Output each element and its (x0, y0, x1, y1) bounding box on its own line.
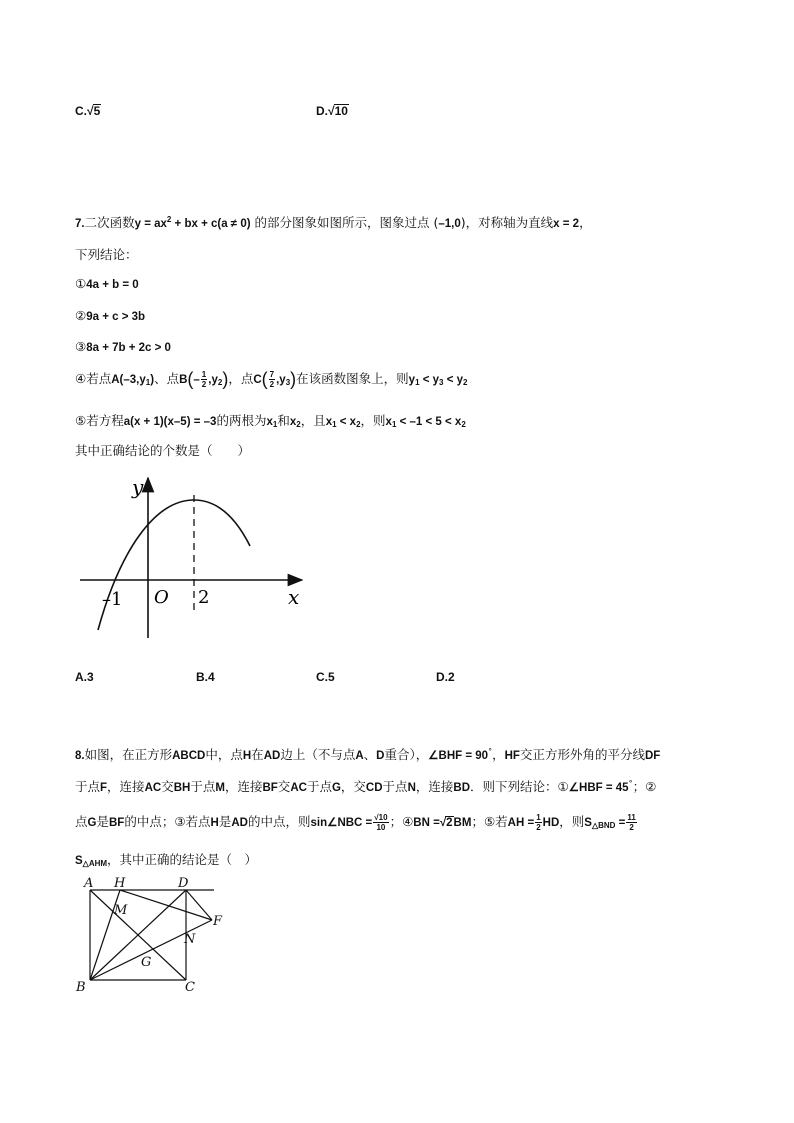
segment-hf (120, 890, 212, 920)
q6-option-d: D.√10 (316, 104, 348, 118)
two-label: 2 (198, 587, 210, 608)
q7-option-a: A.3 (75, 670, 94, 684)
q7-conclusion-1: ①4a + b = 0 (75, 276, 139, 291)
sqrt-symbol: √5 (87, 104, 101, 118)
q8-line-4: $S_{\triangle AHM}$，其中正确的结论是（ ） (75, 852, 258, 868)
q8-line-2: 于点F，连接AC交BH于点M，连接BF交AC于点G，交CD于点N，连接BD．则下列结论：①∠HBF = 45°；② (75, 779, 657, 794)
q7-conclusion-5: ⑤若方程a(x + 1)(x–5) = –3的两根为$x_1$和$x_2$，且$x_1 < x_2$，则$x_1 < -1 < 5 < x_2$ (75, 413, 466, 429)
origin-label: O (154, 587, 169, 608)
q7-conclusion-4: ④若点$A(-3,y_1)$、点B(– $\frac{1}{2}$ $,y_2$)，点C( $\frac{7}{2}$ $,y_3$)在该函数图象上，则$y_1 < y_3 < y_2$ (75, 369, 468, 390)
sqrt-symbol: √10 (328, 104, 348, 118)
point-a-label: A (84, 876, 94, 891)
q7-option-d: D.2 (436, 670, 455, 684)
point-c-label: C (185, 980, 195, 995)
q6-option-c: C.√5 (75, 104, 101, 118)
point-n-label: N (184, 932, 196, 947)
point-b-label: B (76, 980, 86, 995)
q8-square-figure (74, 872, 234, 996)
parabola-curve (98, 500, 250, 630)
q7-stem: 7.二次函数$y = ax^2$ + bx + c(a ≠ 0) 的部分图象如图所示，图象过点 (–1,0)，对称轴为直线x = 2， (75, 215, 592, 230)
q7-option-c: C.5 (316, 670, 335, 684)
point-f-label: F (213, 914, 223, 929)
q7-parabola-graph (80, 470, 320, 645)
q7-option-b: B.4 (196, 670, 215, 684)
q7-line2: 下列结论： (75, 247, 138, 262)
q8-line-3: 点G是BF的中点；③若点H是AD的中点，则sin∠NBC = $\frac{√10}{10}$ ；④BN =√2BM；⑤若AH = $\frac{1}{2}$ HD，则$S_{\triangle BND}$ = $\frac{11}{2}$ (75, 813, 636, 832)
x-axis-label: x (288, 585, 300, 609)
point-m-label: M (114, 903, 128, 918)
segment-bf (90, 920, 212, 980)
neg-one-label: –1 (102, 589, 123, 610)
point-g-label: G (141, 955, 152, 970)
q8-line-1: 8.如图，在正方形ABCD中，点H在AD边上（不与点A、D重合），∠BHF = 90°，HF交正方形外角的平分线DF (75, 747, 661, 762)
q7-conclusion-3: ③8a + 7b + 2c > 0 (75, 339, 171, 354)
point-d-label: D (178, 876, 189, 891)
y-axis-label: y (132, 475, 144, 499)
q7-conclusion-2: ②9a + c > 3b (75, 308, 146, 323)
q7-question: 其中正确结论的个数是（ ） (75, 443, 251, 458)
point-h-label: H (114, 876, 126, 891)
